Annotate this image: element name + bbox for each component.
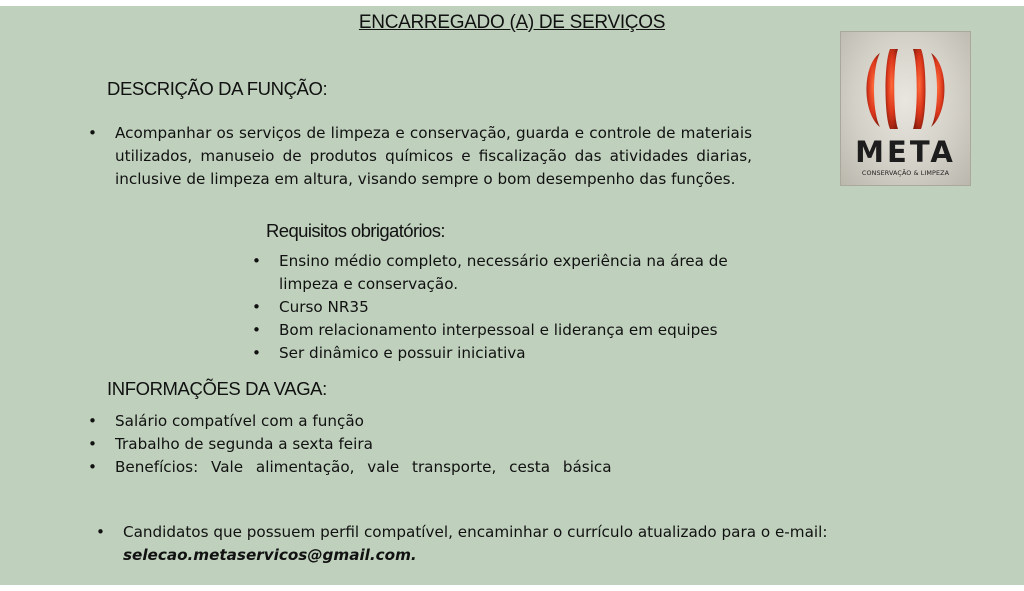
- section-heading-informacoes: INFORMAÇÕES DA VAGA:: [107, 378, 327, 399]
- logo-subtitle: CONSERVAÇÃO & LIMPEZA: [861, 169, 950, 177]
- page-title: ENCARREGADO (A) DE SERVIÇOS: [358, 12, 666, 33]
- list-item: • Salário compatível com a função: [88, 410, 616, 433]
- contato-list: [96, 521, 946, 567]
- top-margin: [0, 0, 1024, 6]
- contato-text: Candidatos que possuem perfil compatível, encaminhar o currículo atualizado para o e-mail:: [123, 523, 828, 541]
- list-item: • Trabalho de segunda a sexta feira: [88, 433, 616, 456]
- meta-logo: [840, 31, 971, 186]
- requisitos-list: [252, 250, 782, 365]
- list-item: • Benefícios: Vale alimentação, vale transporte, cesta básica: [88, 456, 616, 479]
- list-item: • Curso NR35: [252, 296, 782, 319]
- section-heading-requisitos: Requisitos obrigatórios:: [266, 220, 445, 241]
- list-item: [96, 521, 946, 567]
- list-item: • Ser dinâmico e possuir iniciativa: [252, 342, 782, 365]
- section-heading-descricao: DESCRIÇÃO DA FUNÇÃO:: [107, 78, 328, 99]
- list-item: • Ensino médio completo, necessário experiência na área de limpeza e conservação.: [252, 250, 769, 296]
- list-item: • Bom relacionamento interpessoal e liderança em equipes: [252, 319, 782, 342]
- logo-wordmark: META: [855, 135, 956, 169]
- list-item: • Acompanhar os serviços de limpeza e conservação, guarda e controle de materiais utilizados, manuseio de produtos químicos e fiscalização das atividades diarias, inclusive de limpeza em altura, visando sempre o bom desempenho das funções.: [88, 122, 752, 191]
- bottom-margin: [0, 585, 1024, 591]
- contact-email: selecao.metaservicos@gmail.com.: [123, 546, 417, 564]
- logo-mark-icon: [840, 31, 971, 139]
- descricao-list: [88, 122, 752, 191]
- informacoes-list: [88, 410, 616, 479]
